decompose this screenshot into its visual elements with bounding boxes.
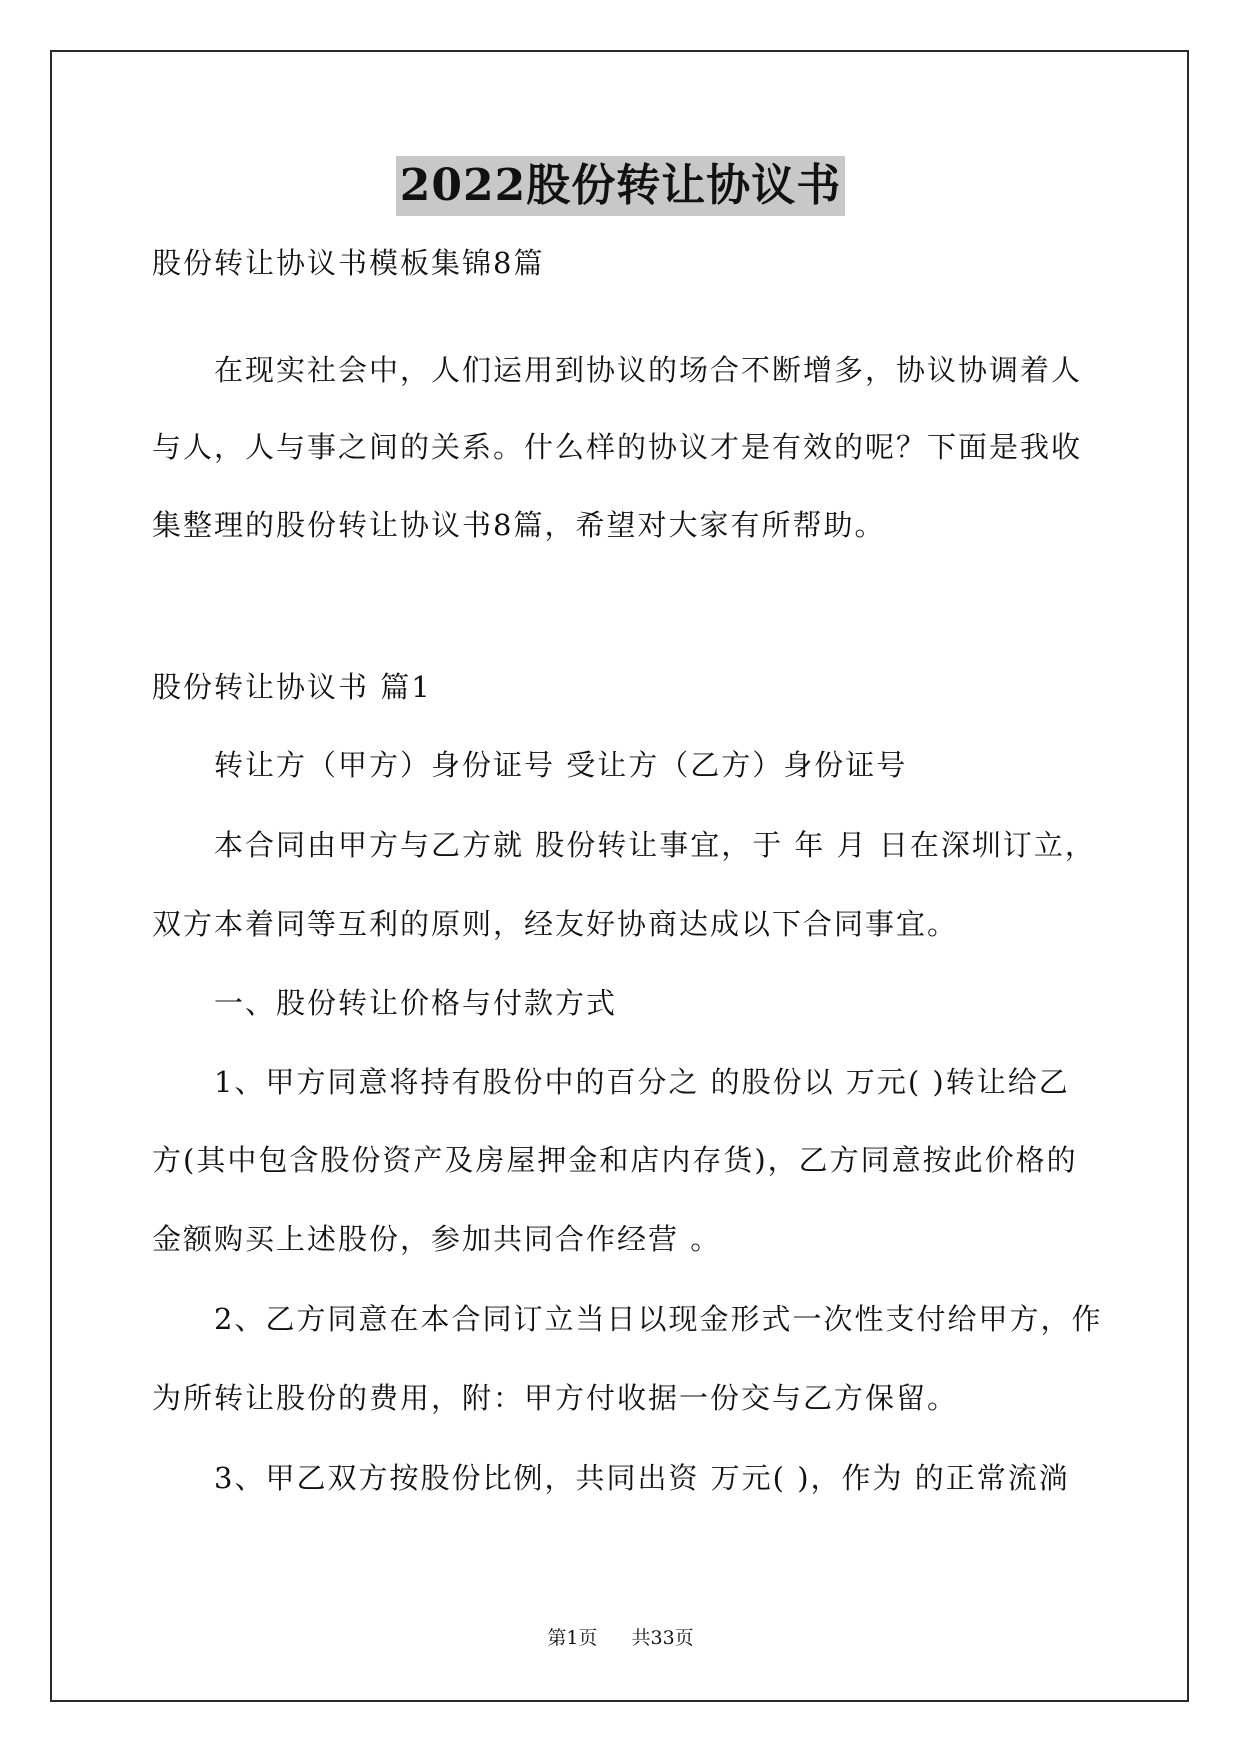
section-heading: 股份转让协议书 篇1 — [152, 670, 432, 704]
page-border — [50, 50, 1189, 1702]
contract-intro-line-2: 双方本着同等互利的原则，经友好协商达成以下合同事宜。 — [152, 907, 959, 941]
clause-2-line-1: 2、乙方同意在本合同订立当日以现金形式一次性支付给甲方，作 — [214, 1302, 1103, 1336]
clause-3-line-1: 3、甲乙双方按股份比例，共同出资 万元( )，作为 的正常流淌 — [214, 1461, 1070, 1495]
page-number: 第1页 — [547, 1627, 598, 1649]
contract-intro-line-1: 本合同由甲方与乙方就 股份转让事宜，于 年 月 日在深圳订立， — [214, 828, 1096, 862]
subtitle-line: 股份转让协议书模板集锦8篇 — [152, 246, 545, 280]
clause-2-line-2: 为所转让股份的费用，附：甲方付收据一份交与乙方保留。 — [152, 1381, 959, 1415]
page-footer — [0, 1626, 1241, 1650]
clause-1-line-3: 金额购买上述股份，参加共同合作经营 。 — [152, 1222, 722, 1256]
clause-1-line-1: 1、甲方同意将持有股份中的百分之 的股份以 万元( )转让给乙 — [214, 1065, 1070, 1099]
intro-line-2: 与人，人与事之间的关系。什么样的协议才是有效的呢？下面是我收 — [152, 430, 1083, 464]
clause-heading: 一、股份转让价格与付款方式 — [214, 986, 618, 1020]
page-total: 共33页 — [631, 1627, 694, 1649]
intro-line-1: 在现实社会中，人们运用到协议的场合不断增多，协议协调着人 — [214, 353, 1083, 387]
parties-line: 转让方（甲方）身份证号 受让方（乙方）身份证号 — [214, 748, 908, 782]
intro-line-3: 集整理的股份转让协议书8篇，希望对大家有所帮助。 — [152, 508, 886, 542]
title-container — [0, 156, 1241, 216]
document-title: 2022股份转让协议书 — [396, 156, 845, 216]
clause-1-line-2: 方(其中包含股份资产及房屋押金和店内存货)，乙方同意按此价格的 — [152, 1143, 1078, 1177]
